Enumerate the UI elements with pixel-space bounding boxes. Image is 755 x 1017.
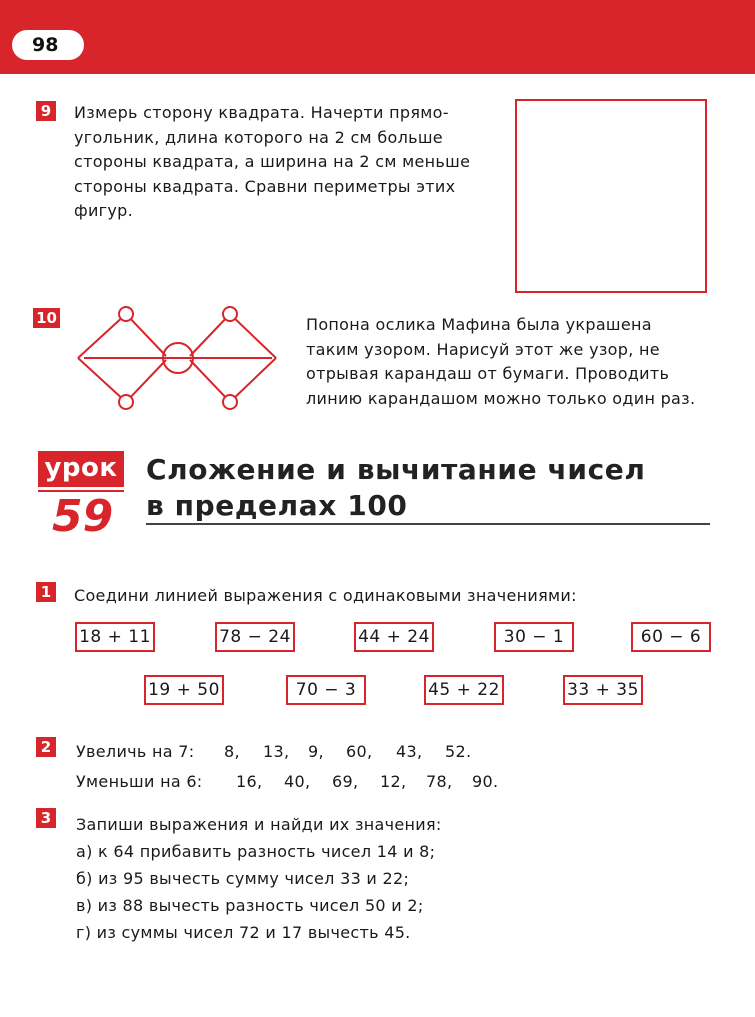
expression-box: 60 − 6 — [631, 622, 711, 652]
expression-box: 33 + 35 — [563, 675, 643, 705]
task-9-line: стороны квадрата, а ширина на 2 см меньше — [74, 152, 471, 171]
expression-box: 18 + 11 — [75, 622, 155, 652]
measurement-square — [515, 99, 707, 293]
task-2-value: 78, — [426, 772, 453, 791]
task-3-number: 3 — [36, 808, 56, 828]
task-10-line: отрывая карандаш от бумаги. Проводить — [306, 364, 670, 383]
lesson-title — [146, 452, 645, 524]
task-2-value: 69, — [332, 772, 359, 791]
task-2-number: 2 — [36, 737, 56, 757]
task-10-line: Попона ослика Мафина была украшена — [306, 315, 652, 334]
task-2-value: 16, — [236, 772, 263, 791]
task-9-text — [74, 101, 504, 224]
lesson-title-line: в пределах 100 — [146, 489, 408, 522]
task-9-line: угольник, длина которого на 2 см больше — [74, 127, 443, 147]
pattern-small-circle — [223, 395, 237, 409]
task-10-line: линию карандашом можно только один раз. — [306, 388, 696, 408]
pattern-line — [126, 360, 166, 402]
task-2-line2-label: Уменьши на 6: — [76, 772, 203, 791]
task-3-text — [76, 811, 536, 946]
task-9-line: Измерь сторону квадрата. Начерти прямо- — [74, 103, 449, 122]
task-9-line: фигур. — [74, 201, 133, 220]
task-2-value: 52. — [445, 742, 472, 761]
task-1-number: 1 — [36, 582, 56, 602]
expression-box: 45 + 22 — [424, 675, 504, 705]
lesson-title-line: Сложение и вычитание чисел — [146, 453, 646, 486]
expression-box: 78 − 24 — [215, 622, 295, 652]
pattern-line — [78, 358, 126, 402]
lesson-number: 59 — [52, 491, 114, 542]
task-9-number: 9 — [36, 101, 56, 121]
task-1-text: Соедини линией выражения с одинаковыми значениями: — [74, 586, 577, 605]
lesson-label: урок — [38, 451, 124, 487]
task-3-line: г) из суммы чисел 72 и 17 вычесть 45. — [76, 923, 411, 942]
page-number: 98 — [12, 30, 84, 60]
pattern-line — [230, 358, 276, 402]
task-10-text — [306, 313, 716, 411]
task-3-line: в) из 88 вычесть разность чисел 50 и 2; — [76, 896, 424, 915]
task-10-line: таким узором. Нарисуй этот же узор, не — [306, 339, 660, 359]
header-bar — [0, 0, 755, 74]
task-10-number: 10 — [33, 308, 60, 328]
task-2-value: 9, — [308, 742, 324, 761]
pattern-figure — [64, 300, 294, 412]
task-3-line: а) к 64 прибавить разность чисел 14 и 8; — [76, 842, 436, 861]
task-2-value: 43, — [396, 742, 423, 761]
expression-box: 30 − 1 — [494, 622, 574, 652]
pattern-line — [230, 314, 276, 358]
expression-box: 19 + 50 — [144, 675, 224, 705]
pattern-small-circle — [119, 395, 133, 409]
pattern-line — [190, 314, 230, 356]
pattern-line — [78, 314, 126, 358]
task-3-line: б) из 95 вычесть сумму чисел 33 и 22; — [76, 869, 410, 888]
task-2-value: 40, — [284, 772, 311, 791]
task-3-line: Запиши выражения и найди их значения: — [76, 815, 442, 834]
task-2-value: 90. — [472, 772, 499, 791]
title-rule — [146, 523, 710, 525]
pattern-line — [190, 360, 230, 402]
task-2-line1-label: Увеличь на 7: — [76, 742, 195, 761]
pattern-small-circle — [223, 307, 237, 321]
task-2-value: 12, — [380, 772, 407, 791]
pattern-small-circle — [119, 307, 133, 321]
task-9-line: стороны квадрата. Сравни периметры этих — [74, 176, 456, 196]
task-2-value: 13, — [263, 742, 290, 761]
expression-box: 70 − 3 — [286, 675, 366, 705]
pattern-line — [126, 314, 166, 356]
expression-box: 44 + 24 — [354, 622, 434, 652]
task-2-value: 8, — [224, 742, 240, 761]
task-2-value: 60, — [346, 742, 373, 761]
